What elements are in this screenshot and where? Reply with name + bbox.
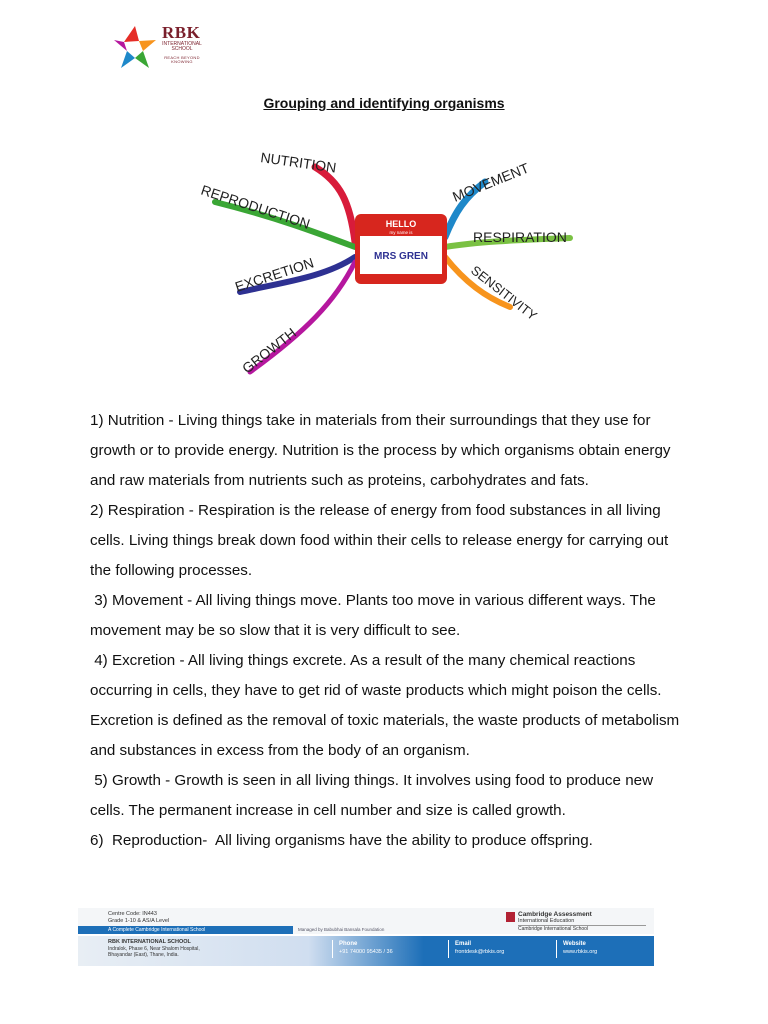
- phone-value: +91 74000 95435 / 36: [339, 949, 393, 955]
- paragraph-reproduction: 6) Reproduction- All living organisms have the ability to produce offspring.: [90, 832, 593, 849]
- star-logo-icon: [110, 22, 160, 72]
- school-logo: [110, 22, 220, 74]
- phone-block: [332, 940, 393, 958]
- address-line-1: Indralok, Phase 6, Near Shalom Hospital,: [108, 945, 200, 952]
- centre-code: Centre Code: IN443: [108, 911, 157, 917]
- page-title: Grouping and identifying organisms: [263, 95, 505, 111]
- email-label: Email: [455, 941, 472, 947]
- cambridge-line-3: Cambridge International School: [518, 925, 646, 932]
- paragraph-movement: 3) Movement - All living things move. Plants too move in various different ways. The movement may be so slow that it is very difficult to see.: [90, 592, 656, 639]
- logo-subtitle: INTERNATIONAL SCHOOL: [162, 41, 202, 52]
- address-line-2: Bhayandar (East), Thane, India.: [108, 952, 179, 958]
- page-footer: [78, 908, 654, 966]
- email-value: frontdesk@rbkis.org: [455, 949, 505, 955]
- grades: Grade 1-10 & AS/A Level: [108, 918, 170, 924]
- branch-nutrition: [315, 167, 355, 242]
- paragraph-growth: 5) Growth - Growth is seen in all living things. It involves using food to produce new cells. The permanent increase in cell number and size is called growth.: [90, 772, 654, 819]
- body-text: [90, 406, 690, 856]
- label-growth: GROWTH: [238, 324, 300, 377]
- logo-tagline: REACH BEYOND KNOWING: [164, 55, 200, 64]
- paragraph-respiration: 2) Respiration - Respiration is the release of energy from food substances in all living cells. Living things break down food within their cells to release energy for carrying out the following processes.: [90, 502, 669, 579]
- label-sensitivity: SENSITIVITY: [468, 262, 541, 324]
- label-excretion: EXCRETION: [232, 254, 316, 295]
- mrs-gren-mindmap: [165, 132, 595, 382]
- label-nutrition: NUTRITION: [259, 149, 338, 176]
- website-block: [556, 940, 597, 958]
- email-block: [448, 940, 504, 958]
- paragraph-nutrition: 1) Nutrition - Living things take in materials from their surroundings that they use for growth or to provide energy. Nutrition is the process by which organisms obtain energy and raw materials from nutrients such as proteins, carbohydrates and fats.: [90, 412, 671, 489]
- website-value: www.rbkis.org: [563, 949, 598, 955]
- label-movement: MOVEMENT: [450, 159, 532, 205]
- label-respiration: RESPIRATION: [473, 229, 567, 245]
- footer-tagline: A Complete Cambridge International School: [108, 927, 206, 933]
- badge-hello-text: HELLO: [385, 219, 417, 229]
- logo-name: RBK: [162, 23, 201, 42]
- label-reproduction: REPRODUCTION: [199, 181, 313, 232]
- managed-by: Managed by Babubhai Bansala Foundation: [298, 927, 385, 932]
- cambridge-line-1: Cambridge Assessment: [518, 911, 592, 918]
- badge-name-text: MRS GREN: [374, 251, 428, 262]
- website-label: Website: [563, 941, 586, 947]
- badge-small-text: my name is: [389, 230, 413, 235]
- phone-label: Phone: [339, 941, 358, 947]
- cambridge-line-2: International Education: [518, 918, 575, 924]
- footer-school-name: RBK INTERNATIONAL SCHOOL: [108, 939, 191, 945]
- paragraph-excretion: 4) Excretion - All living things excrete. As a result of the many chemical reactions occurring in cells, they have to get rid of waste products which might poison the cells. Excretion is defined as the removal of toxic materials, the waste products of metabolism and substances in excess from the body of an organism.: [90, 652, 680, 759]
